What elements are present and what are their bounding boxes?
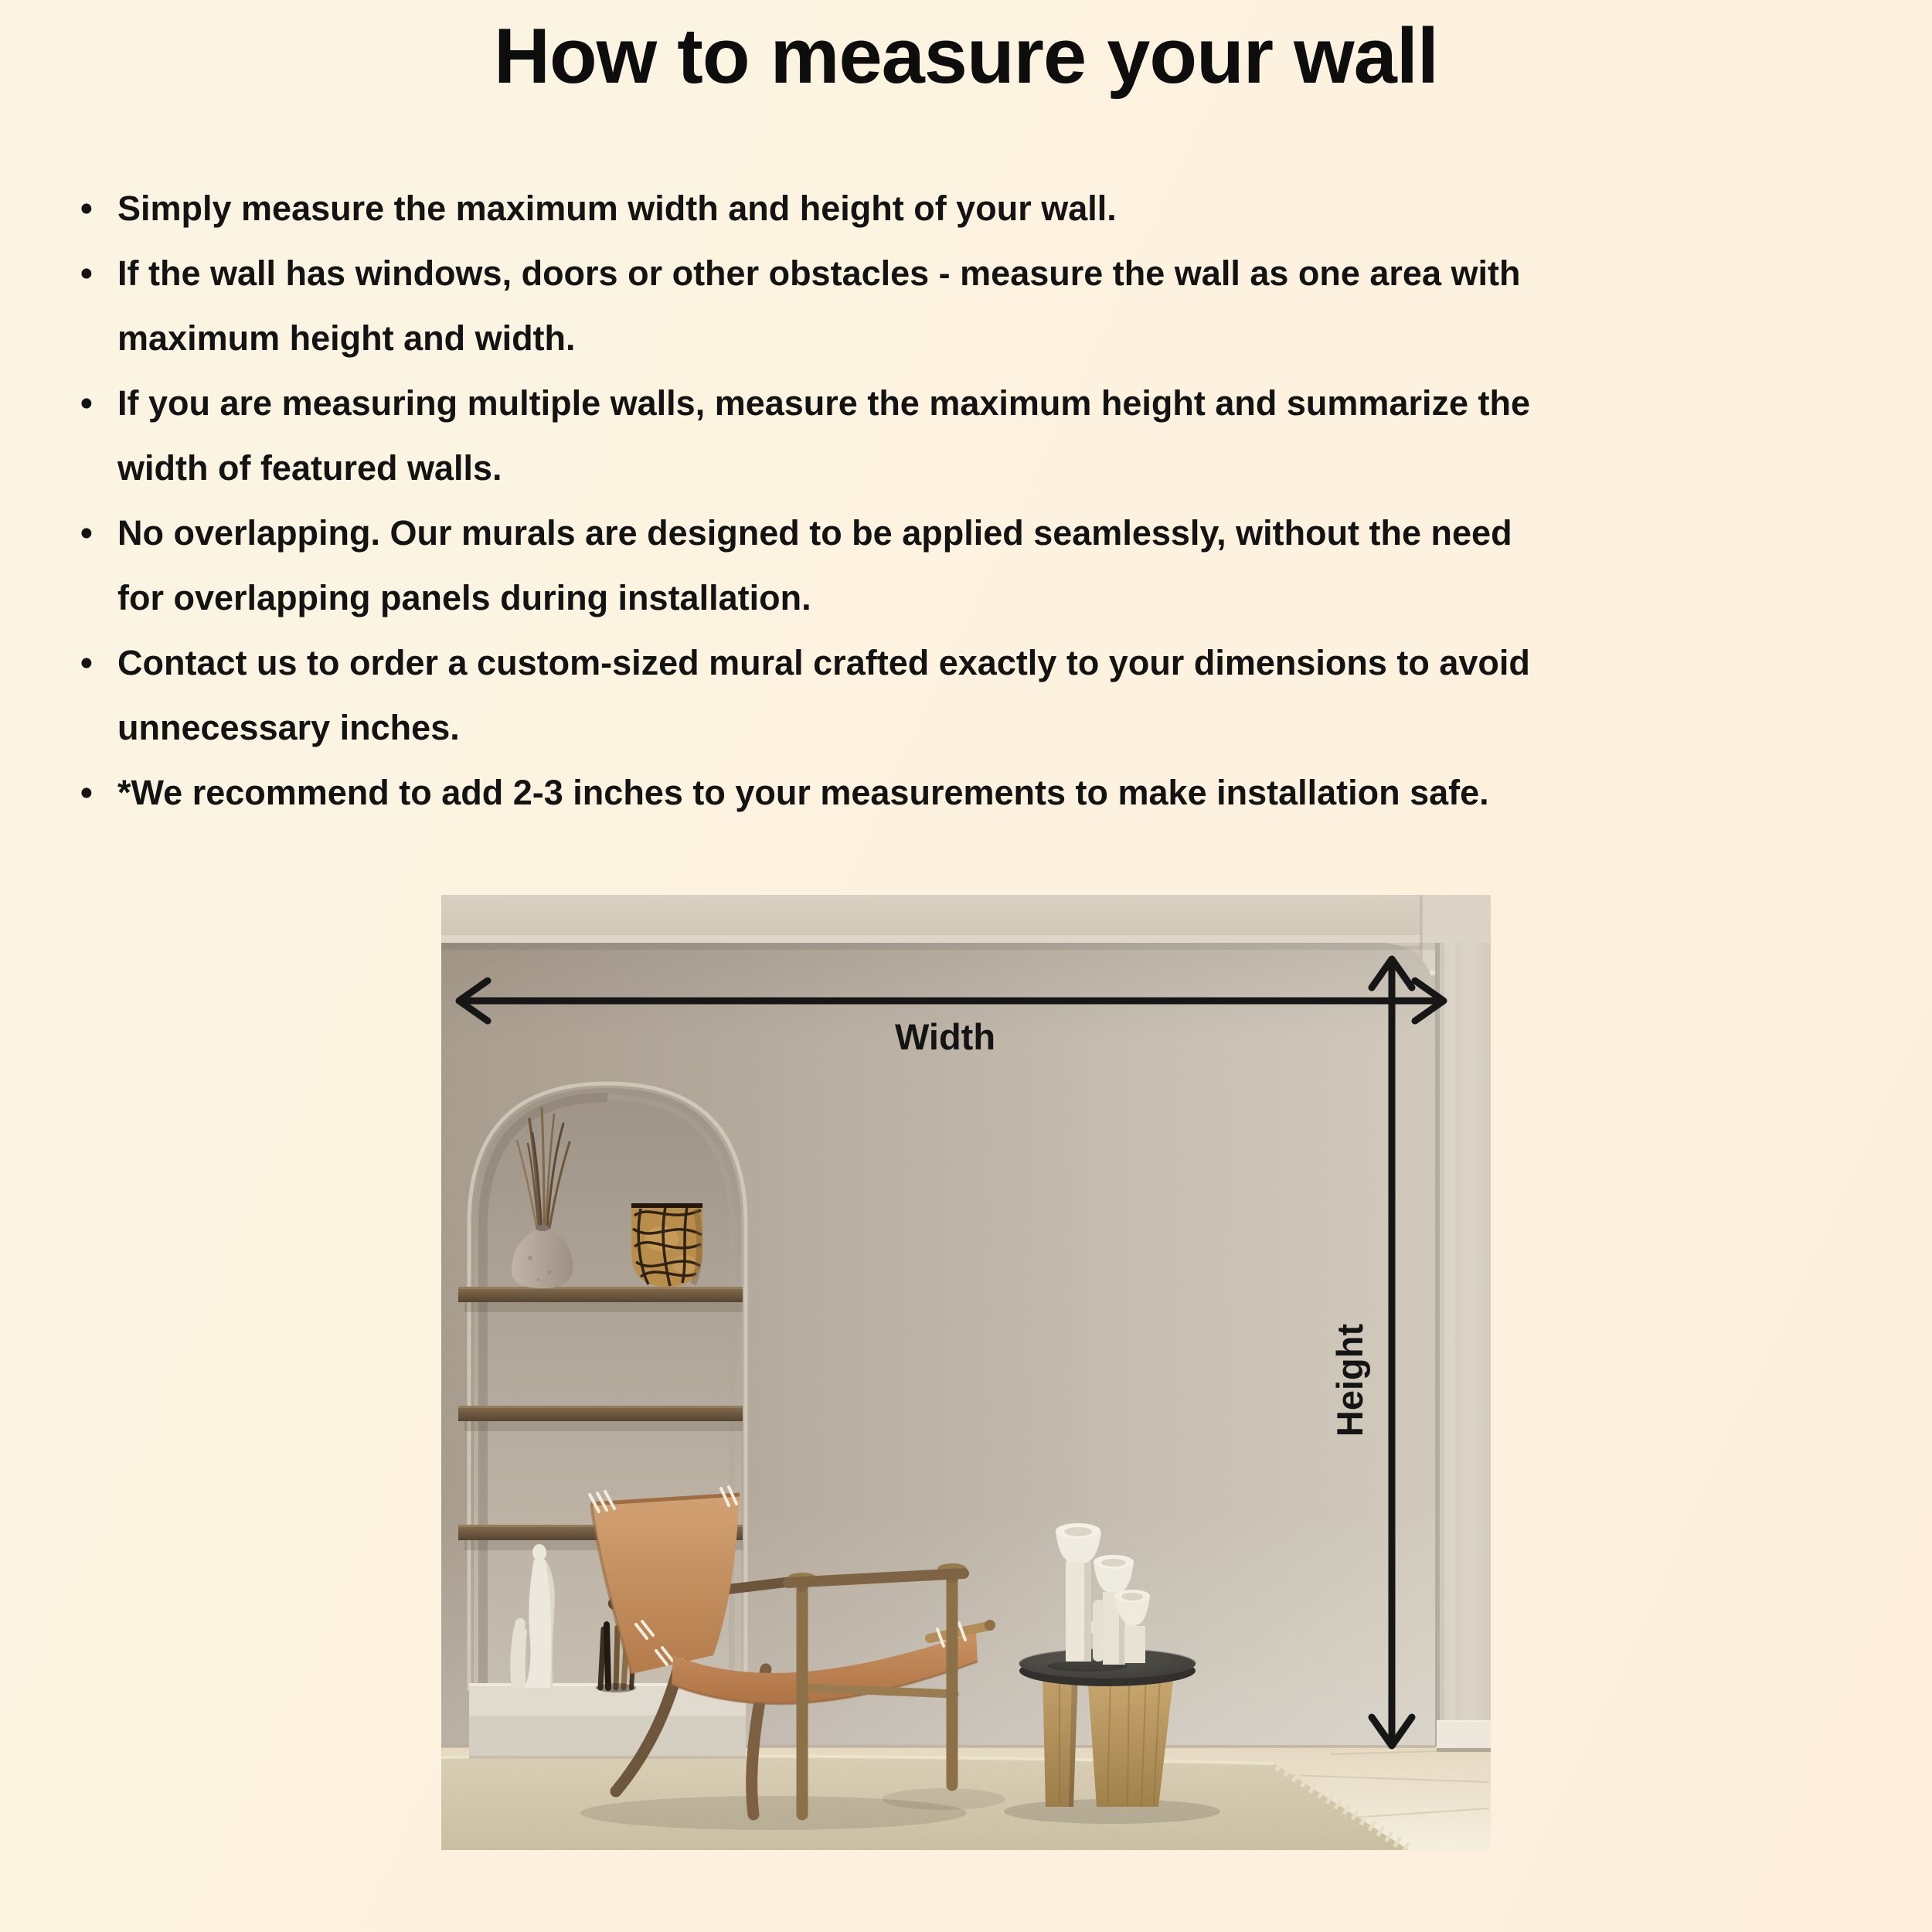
instruction-item: • Contact us to order a custom-sized mural crafted exactly to your dimensions to avoid unnecessary inches. — [79, 631, 1866, 760]
instruction-item: • If the wall has windows, doors or other obstacles - measure the wall as one area with maximum height and width. — [79, 241, 1866, 371]
height-arrow-label: Height — [1329, 1323, 1370, 1437]
width-arrow-label: Width — [894, 1016, 996, 1057]
bullet-dot: • — [80, 383, 93, 423]
room-scene — [441, 895, 1491, 1850]
room-photo — [441, 895, 1491, 1850]
bullet-dot: • — [80, 643, 93, 682]
instruction-item: • If you are measuring multiple walls, measure the maximum height and summarize the width of featured walls. — [79, 371, 1866, 501]
bullet-dot: • — [80, 253, 93, 293]
instruction-item: • Simply measure the maximum width and height of your wall. — [79, 176, 1866, 241]
bullet-dot: • — [80, 189, 93, 228]
instruction-item: • No overlapping. Our murals are designed to be applied seamlessly, without the need for overlapping panels during installation. — [79, 501, 1866, 631]
bullet-dot: • — [80, 773, 93, 812]
instruction-item: • *We recommend to add 2-3 inches to your measurements to make installation safe. — [79, 760, 1866, 825]
page-title: How to measure your wall — [494, 13, 1438, 100]
instructions-list — [79, 176, 1866, 825]
bullet-dot: • — [80, 513, 93, 553]
